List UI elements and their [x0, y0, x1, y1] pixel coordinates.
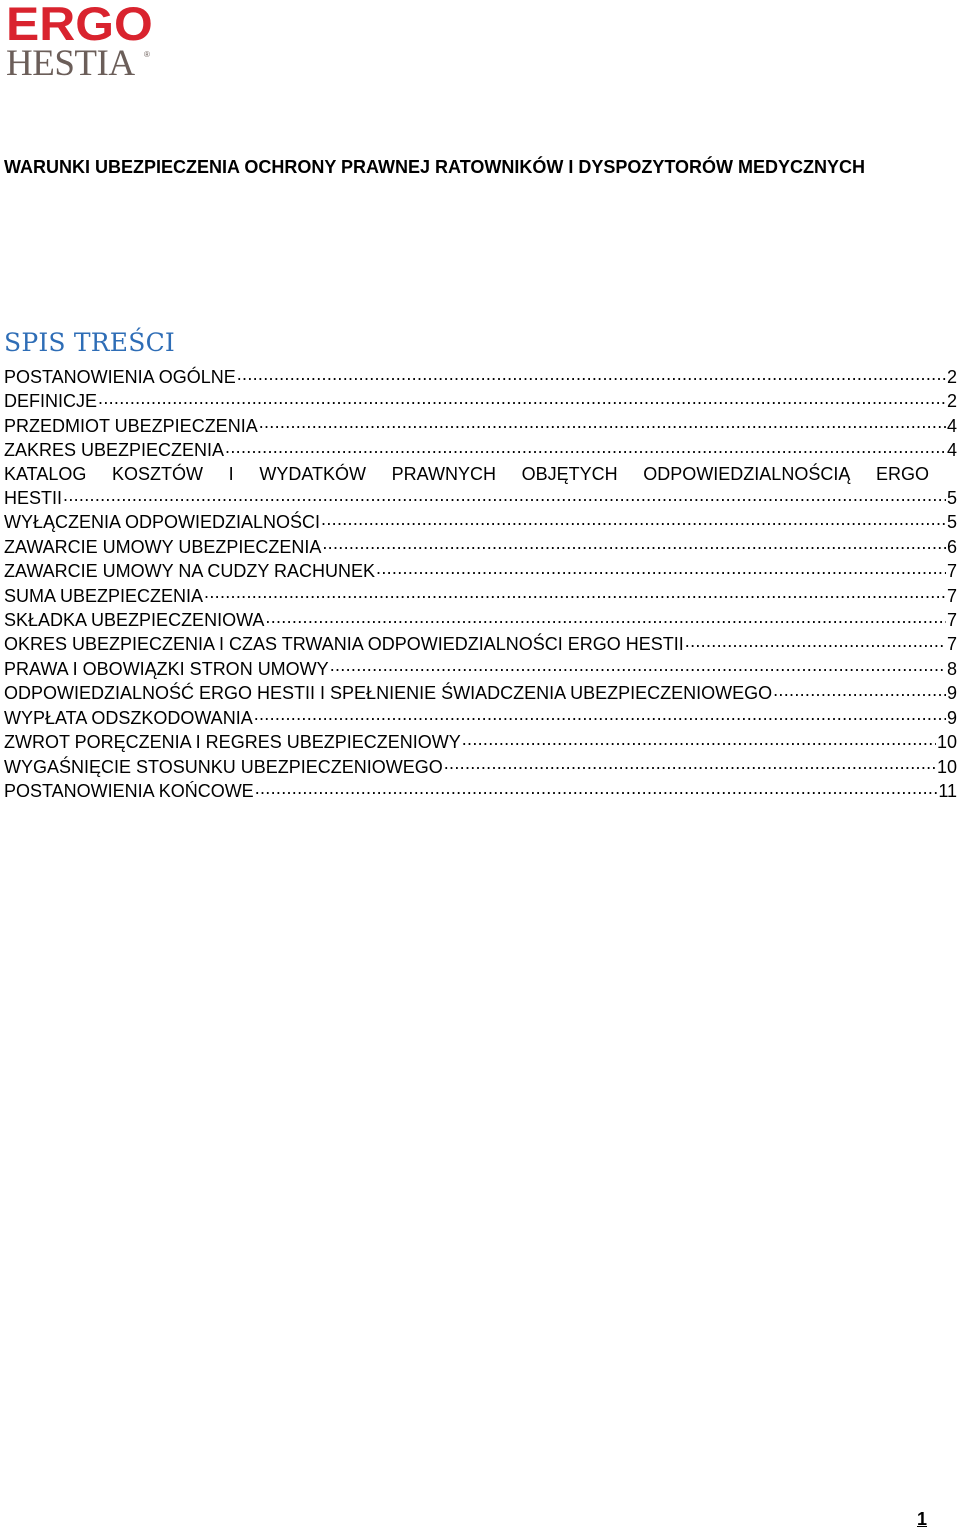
toc-entry-label: PRZEDMIOT UBEZPIECZENIA — [4, 415, 258, 436]
toc-entry-label: PRAWA I OBOWIĄZKI STRON UMOWY — [4, 658, 329, 679]
toc-entry-page: 5 — [946, 512, 957, 533]
toc-leader-dots — [322, 535, 946, 553]
toc-entry[interactable] — [4, 535, 957, 559]
toc-entry-label: POSTANOWIENIA KOŃCOWE — [4, 780, 254, 801]
toc-entry-page: 7 — [946, 561, 957, 582]
logo-ergo-text: ERGO — [6, 0, 153, 50]
toc-entry-page: 10 — [936, 756, 957, 777]
toc-entry[interactable] — [4, 559, 957, 583]
toc-entry-label: WYGAŚNIĘCIE STOSUNKU UBEZPIECZENIOWEGO — [4, 756, 443, 777]
toc-entry-label: DEFINICJE — [4, 391, 98, 412]
toc-entry-label: ZAKRES UBEZPIECZENIA — [4, 440, 225, 461]
toc-leader-dots — [330, 657, 946, 675]
toc-leader-dots — [63, 486, 946, 504]
toc-entry-label: SUMA UBEZPIECZENIA — [4, 585, 204, 606]
toc-entry-label: ZAWARCIE UMOWY NA CUDZY RACHUNEK — [4, 561, 376, 582]
toc-entry-page: 7 — [946, 610, 957, 631]
toc-entry[interactable] — [4, 657, 957, 681]
toc-heading: SPIS TREŚCI — [4, 328, 175, 357]
registered-mark: ® — [144, 50, 150, 59]
toc-leader-dots — [98, 389, 946, 407]
toc-entry[interactable] — [4, 779, 957, 803]
toc-entry-label: ZAWARCIE UMOWY UBEZPIECZENIA — [4, 536, 322, 557]
toc-entry-page: 2 — [946, 391, 957, 412]
toc-entry-label-line1: KATALOG KOSZTÓW I WYDATKÓW PRAWNYCH OBJĘTYCH ODPOWIEDZIALNOŚCIĄ ERGO — [4, 463, 929, 484]
toc-entry-label: ZWROT PORĘCZENIA I REGRES UBEZPIECZENIOWY — [4, 732, 461, 753]
toc-leader-dots — [462, 730, 936, 748]
toc-entry-page: 6 — [946, 536, 957, 557]
toc-entry[interactable] — [4, 365, 957, 389]
table-of-contents — [4, 365, 957, 803]
toc-entry[interactable] — [4, 414, 957, 438]
toc-entry-page: 7 — [946, 585, 957, 606]
toc-entry-label: SKŁADKA UBEZPIECZENIOWA — [4, 610, 265, 631]
toc-entry-label: OKRES UBEZPIECZENIA I CZAS TRWANIA ODPOWIEDZIALNOŚCI ERGO HESTII — [4, 634, 684, 655]
toc-entry-page: 9 — [946, 707, 957, 728]
toc-entry[interactable] — [4, 463, 957, 511]
toc-entry-label-line2: HESTII — [4, 488, 63, 509]
toc-entry-second-line — [4, 486, 957, 510]
toc-leader-dots — [225, 438, 946, 456]
toc-entry[interactable] — [4, 608, 957, 632]
toc-leader-dots — [685, 632, 946, 650]
toc-entry[interactable] — [4, 632, 957, 656]
toc-entry-page: 11 — [938, 780, 957, 801]
toc-entry-page: 4 — [946, 440, 957, 461]
logo-hestia-text: HESTIA — [6, 43, 135, 84]
toc-entry[interactable] — [4, 510, 957, 534]
toc-leader-dots — [321, 510, 946, 528]
toc-entry-page: 7 — [946, 634, 957, 655]
toc-entry-label: ODPOWIEDZIALNOŚĆ ERGO HESTII I SPEŁNIENIE ŚWIADCZENIA UBEZPIECZENIOWEGO — [4, 683, 773, 704]
toc-entry-page: 4 — [946, 415, 957, 436]
toc-entry-page: 9 — [946, 683, 957, 704]
toc-entry-page: 5 — [946, 488, 957, 509]
page-number: 1 — [917, 1509, 928, 1529]
toc-leader-dots — [773, 681, 946, 699]
toc-leader-dots — [204, 584, 946, 602]
toc-entry-label: WYPŁATA ODSZKODOWANIA — [4, 707, 253, 728]
toc-entry-page: 8 — [946, 658, 957, 679]
toc-leader-dots — [265, 608, 946, 626]
toc-entry[interactable] — [4, 438, 957, 462]
toc-leader-dots — [255, 779, 938, 797]
document-title: WARUNKI UBEZPIECZENIA OCHRONY PRAWNEJ RATOWNIKÓW I DYSPOZYTORÓW MEDYCZNYCH — [4, 157, 866, 177]
toc-entry[interactable] — [4, 706, 957, 730]
toc-entry-label: WYŁĄCZENIA ODPOWIEDZIALNOŚCI — [4, 512, 321, 533]
toc-entry[interactable] — [4, 730, 957, 754]
toc-entry-page: 2 — [946, 367, 957, 387]
toc-leader-dots — [444, 755, 936, 773]
toc-leader-dots — [376, 559, 946, 577]
toc-leader-dots — [237, 365, 946, 383]
toc-entry[interactable] — [4, 755, 957, 779]
toc-entry-page: 10 — [936, 732, 957, 753]
toc-entry[interactable] — [4, 389, 957, 413]
toc-entry[interactable] — [4, 584, 957, 608]
toc-leader-dots — [259, 414, 946, 432]
toc-leader-dots — [254, 706, 946, 724]
toc-entry[interactable] — [4, 681, 957, 705]
ergo-hestia-logo — [6, 0, 153, 84]
toc-entry-label: POSTANOWIENIA OGÓLNE — [4, 367, 236, 387]
